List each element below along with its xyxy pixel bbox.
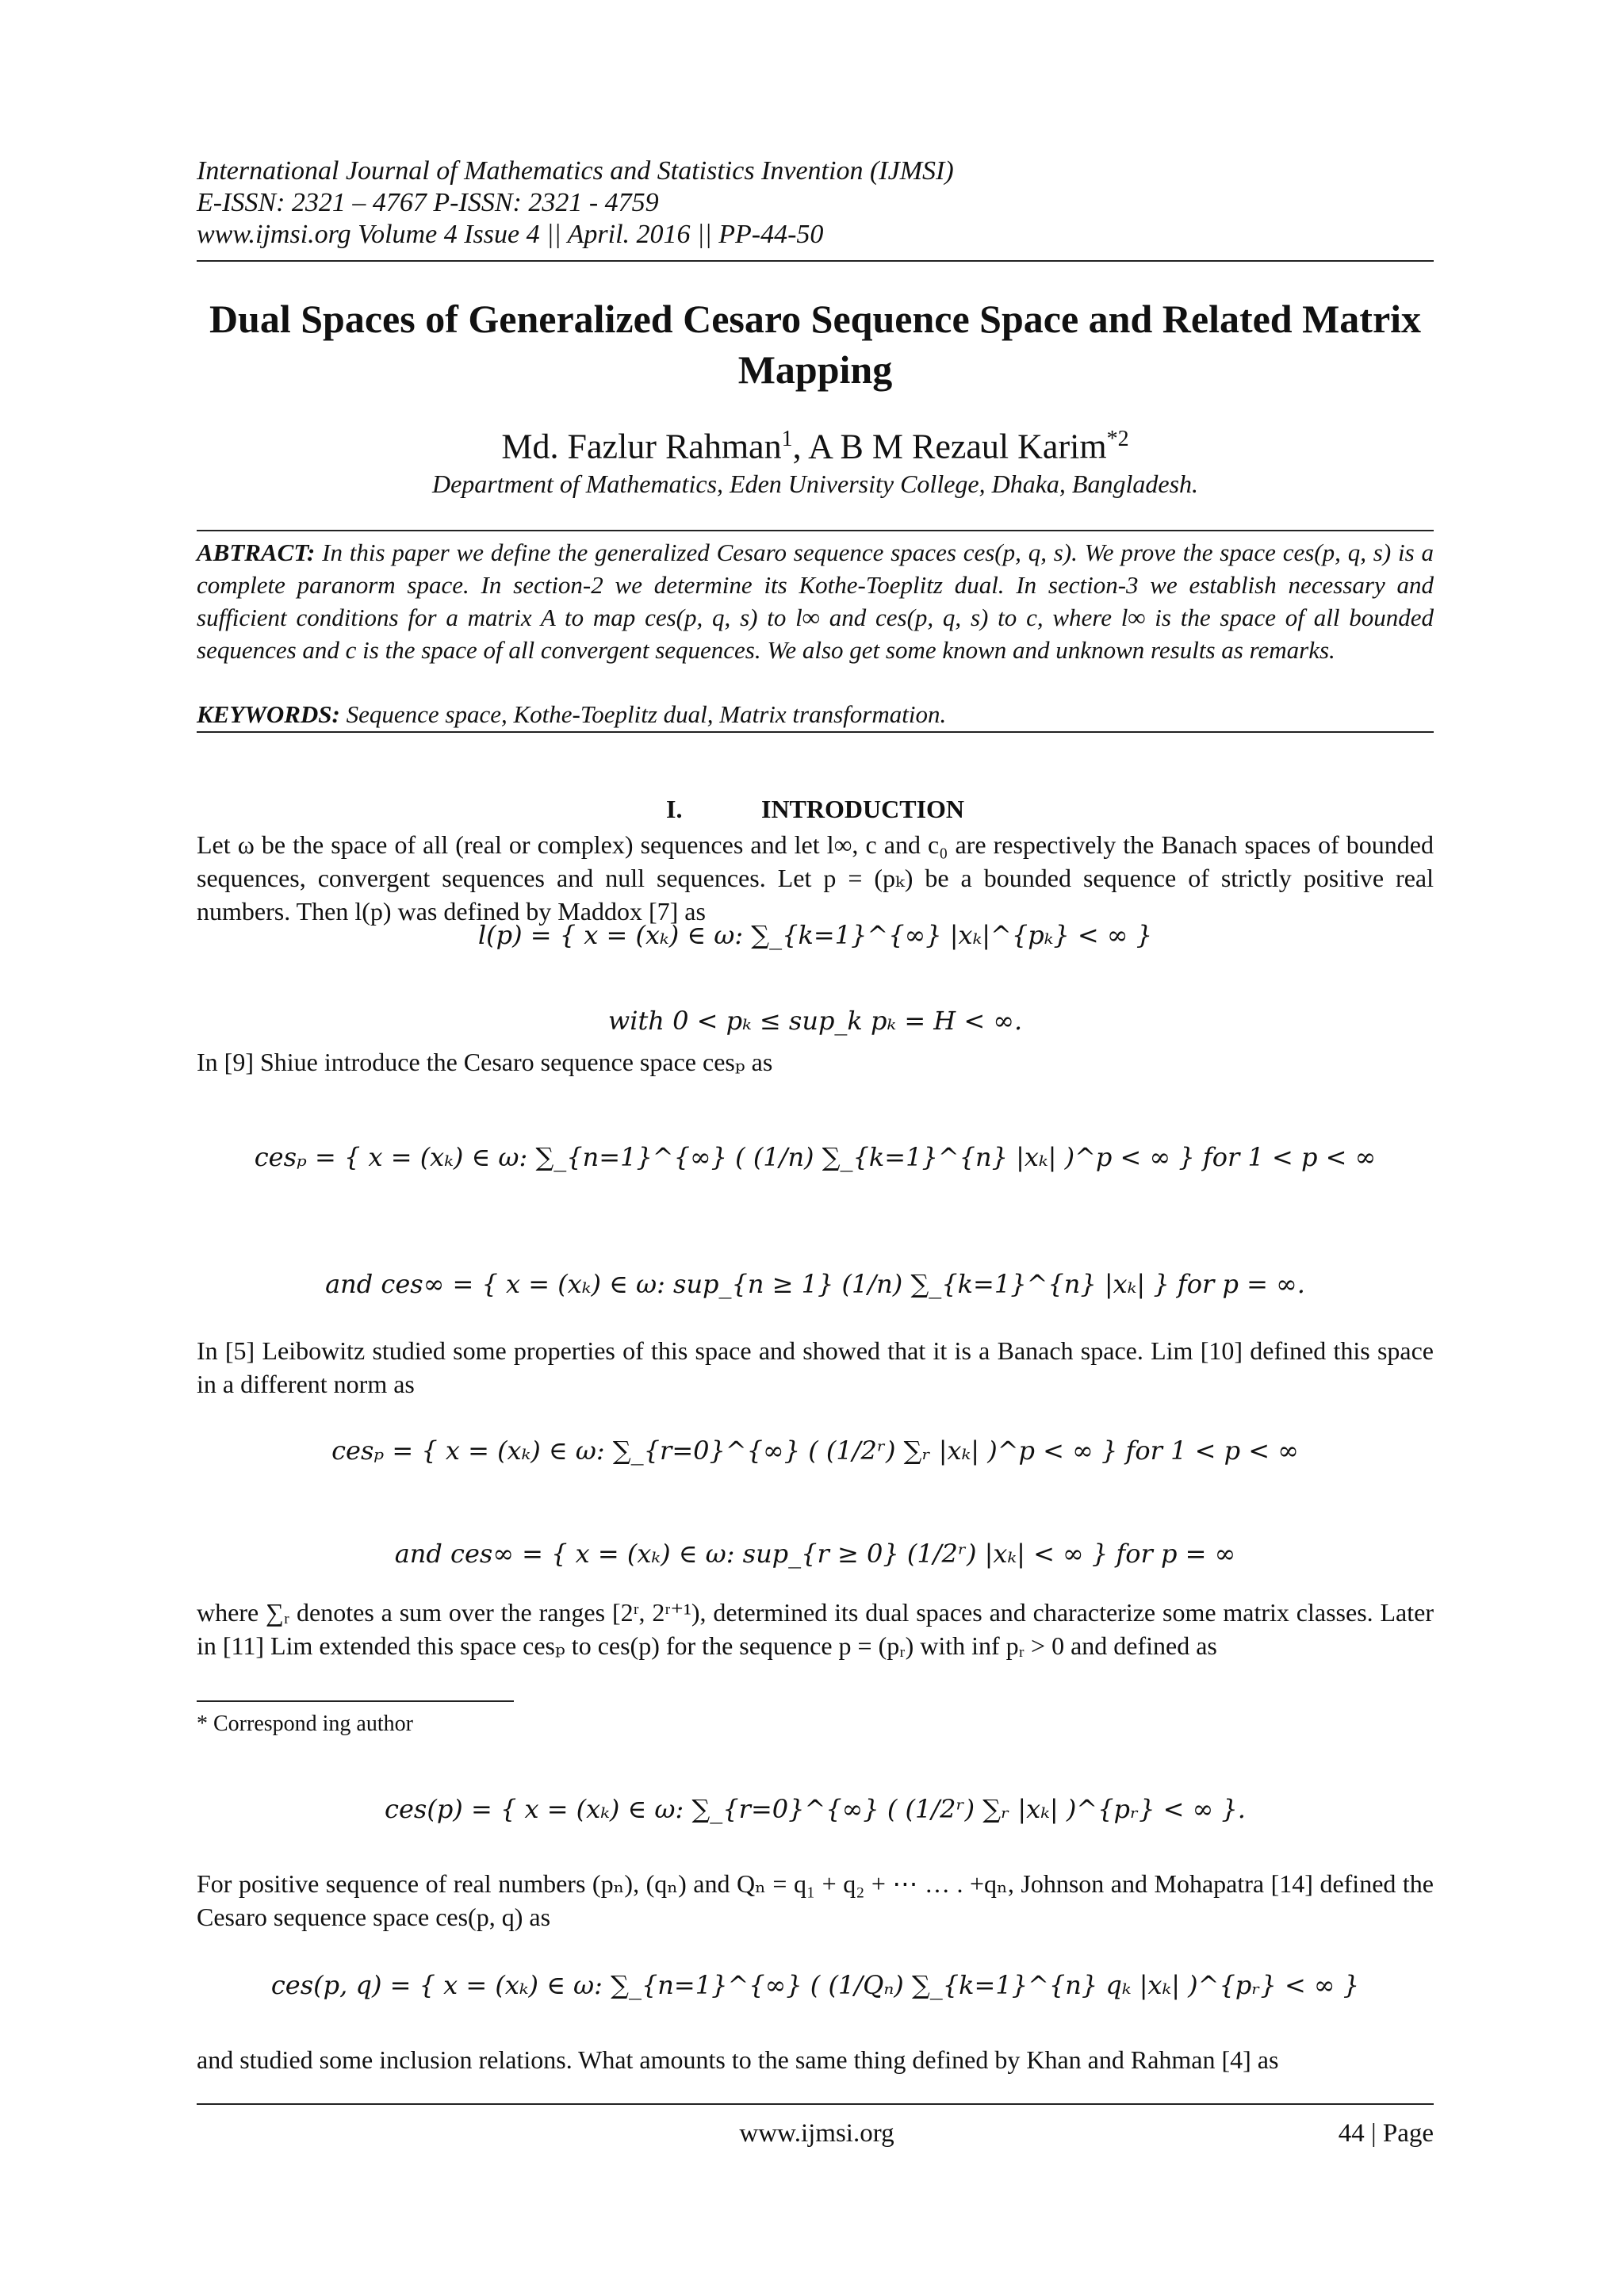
section-heading: [197, 795, 1434, 824]
footer-url: www.ijmsi.org: [739, 2119, 894, 2148]
paragraph-3: In [5] Leibowitz studied some properties of this space and showed that it is a Banach space. Lim [10] defined this space in a different norm as: [197, 1336, 1434, 1398]
equation-cesp: [197, 1142, 1434, 1172]
author-separator: ,: [792, 427, 809, 466]
keywords-text: Sequence space, Kothe-Toeplitz dual, Matrix transformation.: [346, 700, 947, 728]
paragraph-1: Let ω be the space of all (real or complex) sequences and let l∞, c and c₀ are respectively the Banach spaces of bounded sequences, convergent sequences and null sequences. Let p = (pₖ) be a bounded sequence of strictly positive real numbers. Then l(p) was defined by Maddox [7] as: [197, 830, 1434, 926]
keywords: [197, 698, 1434, 730]
footnote-rule: [197, 1700, 514, 1702]
keywords-label: KEYWORDS:: [197, 700, 340, 728]
footer-page-number: 44 | Page: [1338, 2119, 1434, 2148]
equation-ces-inf-lim: [197, 1539, 1434, 1569]
equation-ces-inf-lim-text: and ces∞ = { x = (xₖ) ∈ ω: sup_{r ≥ 0} (1/2ʳ) |xₖ| < ∞ } for p = ∞: [394, 1539, 1236, 1569]
equation-cesp-lim: [197, 1435, 1434, 1466]
equation-cesp-text: cesₚ = { x = (xₖ) ∈ ω: ∑_{n=1}^{∞} ( (1/n) ∑_{k=1}^{n} |xₖ| )^p < ∞ } for 1 < p < ∞: [254, 1142, 1377, 1172]
equation-lp-text: l(p) = { x = (xₖ) ∈ ω: ∑_{k=1}^{∞} |xₖ|^{pₖ} < ∞ }: [477, 920, 1153, 950]
equation-lp-condition: [197, 1006, 1434, 1036]
footer-rule: [197, 2103, 1434, 2105]
abstract-text: In this paper we define the generalized Cesaro sequence spaces ces(p, q, s). We prove the space ces(p, q, s) is a complete paranorm space. In section-2 we determine its Kothe-Toeplitz dual. In section-3 we establish necessary and sufficient conditions for a matrix A to map ces(p, q, s) to l∞ and ces(p, q, s) to c, where l∞ is the space of all bounded sequences and c is the space of all convergent sequences. We also get some known and unknown results as remarks.: [197, 539, 1434, 664]
equation-ces-p: [197, 1794, 1434, 1824]
equation-cesp-lim-text: cesₚ = { x = (xₖ) ∈ ω: ∑_{r=0}^{∞} ( (1/2ʳ) ∑ᵣ |xₖ| )^p < ∞ } for 1 < p < ∞: [331, 1435, 1299, 1466]
paragraph-4: where ∑ᵣ denotes a sum over the ranges [2ʳ, 2ʳ⁺¹), determined its dual spaces and characterize some matrix classes. Later in [11] Lim extended this space cesₚ to ces(p) for the sequence p = (pᵣ) with inf pᵣ > 0 and defined as: [197, 1598, 1434, 1660]
footnote: * Correspond ing author: [197, 1711, 413, 1736]
header-rule: [197, 260, 1434, 262]
journal-volume: www.ijmsi.org Volume 4 Issue 4 || April. 2016 || PP-44-50: [197, 220, 824, 249]
paragraph-6: and studied some inclusion relations. What amounts to the same thing defined by Khan and Rahman [4] as: [197, 2045, 1279, 2074]
equation-ces-pq-text: ces(p, q) = { x = (xₖ) ∈ ω: ∑_{n=1}^{∞} ( (1/Qₙ) ∑_{k=1}^{n} qₖ |xₖ| )^{pᵣ} < ∞ }: [270, 1970, 1360, 2000]
section-title: INTRODUCTION: [760, 795, 965, 823]
section-number: I.: [665, 795, 683, 823]
paper-title: Dual Spaces of Generalized Cesaro Sequence Space and Related Matrix Mapping: [209, 297, 1422, 392]
affiliation: Department of Mathematics, Eden University College, Dhaka, Bangladesh.: [431, 470, 1199, 498]
equation-lp-condition-text: with 0 < pₖ ≤ sup_k pₖ = H < ∞.: [607, 1006, 1023, 1036]
equation-ces-pq: [197, 1970, 1434, 2000]
paragraph-5: For positive sequence of real numbers (pₙ), (qₙ) and Qₙ = q₁ + q₂ + ⋯ … . +qₙ, Johnson and Mohapatra [14] defined the Cesaro sequence space ces(p, q) as: [197, 1869, 1434, 1931]
author-2-mark: *2: [1106, 427, 1129, 451]
equation-lp: [197, 920, 1434, 950]
abstract-bottom-rule: [197, 731, 1434, 733]
journal-name: International Journal of Mathematics and Statistics Invention (IJMSI): [197, 156, 954, 186]
author-1-mark: 1: [781, 427, 793, 451]
abstract-top-rule: [197, 530, 1434, 531]
journal-header: [197, 155, 1434, 251]
authors: [197, 419, 1434, 468]
author-1: Md. Fazlur Rahman: [501, 427, 782, 466]
equation-ces-inf: [197, 1269, 1434, 1299]
author-2: A B M Rezaul Karim: [808, 427, 1107, 466]
equation-ces-inf-text: and ces∞ = { x = (xₖ) ∈ ω: sup_{n ≥ 1} (1/n) ∑_{k=1}^{n} |xₖ| } for p = ∞.: [325, 1269, 1305, 1299]
paragraph-2: In [9] Shiue introduce the Cesaro sequence space cesₚ as: [197, 1048, 773, 1076]
equation-ces-p-text: ces(p) = { x = (xₖ) ∈ ω: ∑_{r=0}^{∞} ( (1/2ʳ) ∑ᵣ |xₖ| )^{pᵣ} < ∞ }.: [385, 1794, 1246, 1824]
abstract: [197, 536, 1434, 666]
abstract-label: ABTRACT:: [197, 539, 316, 566]
journal-issn: E-ISSN: 2321 – 4767 P-ISSN: 2321 - 4759: [197, 188, 659, 217]
